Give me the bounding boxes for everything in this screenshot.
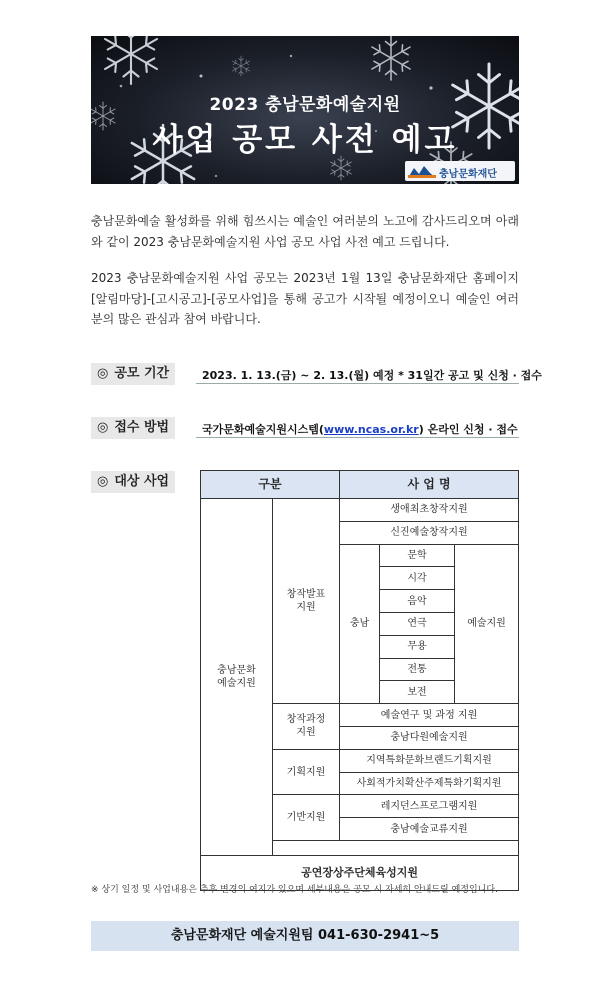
period-text: 2023. 1. 13.(금) ~ 2. 13.(월) 예정 * 31일간 공고 및 신청 · 접수 xyxy=(202,369,542,382)
section-title-method: 접수 방법 xyxy=(114,420,170,435)
table-cell: 신진예술창작지원 xyxy=(340,521,519,544)
header-banner xyxy=(91,36,519,184)
divider-line xyxy=(196,383,519,384)
method-text-before: 국가문화예술지원시스템( xyxy=(202,423,324,436)
bullet-icon: ◎ xyxy=(97,420,109,435)
bullet-icon: ◎ xyxy=(97,474,109,489)
target-business-table xyxy=(200,470,519,891)
section-label-period xyxy=(91,363,175,385)
genre-cell: 전통 xyxy=(380,658,455,681)
table-cell: 레지던스프로그램지원 xyxy=(340,795,519,818)
ncas-link[interactable]: www.ncas.or.kr xyxy=(323,423,419,436)
section-label-method xyxy=(91,417,175,439)
contact-footer: 충남문화재단 예술지원팀 041-630-2941~5 xyxy=(91,921,519,951)
banner-title: 사업 공모 사전 예고 xyxy=(152,122,458,158)
method-text-after: ) 온라인 신청 · 접수 xyxy=(418,423,518,436)
group-cell: 충남문화 예술지원 xyxy=(201,499,273,856)
genre-cell: 무용 xyxy=(380,635,455,658)
table-cell: 생애최초창작지원 xyxy=(340,499,519,522)
schedule-note: ※ 상기 일정 및 사업내용은 추후 변경의 여지가 있으며 세부내용은 공모 시 자세히 안내드릴 예정입니다. xyxy=(91,885,498,895)
bottom-row-cell: 공연장상주단체육성지원 xyxy=(201,855,519,890)
intro-paragraph-2: 2023 충남문화예술지원 사업 공모는 2023년 1월 13일 충남문화재단 홈페이지 [알림마당]-[고시공고]-[공모사업]을 통해 공고가 시작될 예정이오니 예술인 여러분의 많은 관심과 참여 바랍니다. xyxy=(91,271,519,326)
table-cell: 사회적가치확산주제특화기획지원 xyxy=(340,772,519,795)
foundation-logo-text: 충남문화재단 xyxy=(439,169,497,180)
section-title-target: 대상 사업 xyxy=(114,474,170,489)
section-label-target xyxy=(91,471,175,493)
table-cell: 지역특화문화브랜드기획지원 xyxy=(340,749,519,772)
table-cell: 예술연구 및 과정 지원 xyxy=(340,704,519,727)
foundation-logo xyxy=(405,161,515,181)
genre-cell: 시각 xyxy=(380,567,455,590)
table-cell: 충남예술교류지원 xyxy=(340,818,519,841)
creation-presentation-cell: 창작발표 지원 xyxy=(273,499,340,704)
genre-cell: 문학 xyxy=(380,544,455,567)
bullet-icon: ◎ xyxy=(97,366,109,381)
table-header-category: 구분 xyxy=(201,471,340,499)
table-header-business: 사 업 명 xyxy=(340,471,519,499)
planning-support-cell: 기획지원 xyxy=(273,749,340,795)
banner-subtitle: 2023 충남문화예술지원 xyxy=(209,95,401,115)
art-support-cell: 예술지원 xyxy=(455,544,519,704)
divider-line xyxy=(196,437,519,438)
genre-cell: 음악 xyxy=(380,590,455,613)
genre-cell: 보전 xyxy=(380,681,455,704)
method-text xyxy=(202,421,518,437)
base-support-cell: 기반지원 xyxy=(273,795,340,841)
foundation-logo-icon xyxy=(408,164,436,178)
table-cell: 충남다원예술지원 xyxy=(340,726,519,749)
creation-process-cell: 창작과정 지원 xyxy=(273,704,340,750)
region-cell: 충남 xyxy=(340,544,380,704)
table-spacer xyxy=(273,840,519,855)
section-title-period: 공모 기간 xyxy=(114,366,170,381)
intro-paragraph-1: 충남문화예술 활성화를 위해 힘쓰시는 예술인 여러분의 노고에 감사드리오며 아래와 같이 2023 충남문화예술지원 사업 공모 사업 사전 예고 드립니다. xyxy=(91,214,519,249)
genre-cell: 연극 xyxy=(380,612,455,635)
